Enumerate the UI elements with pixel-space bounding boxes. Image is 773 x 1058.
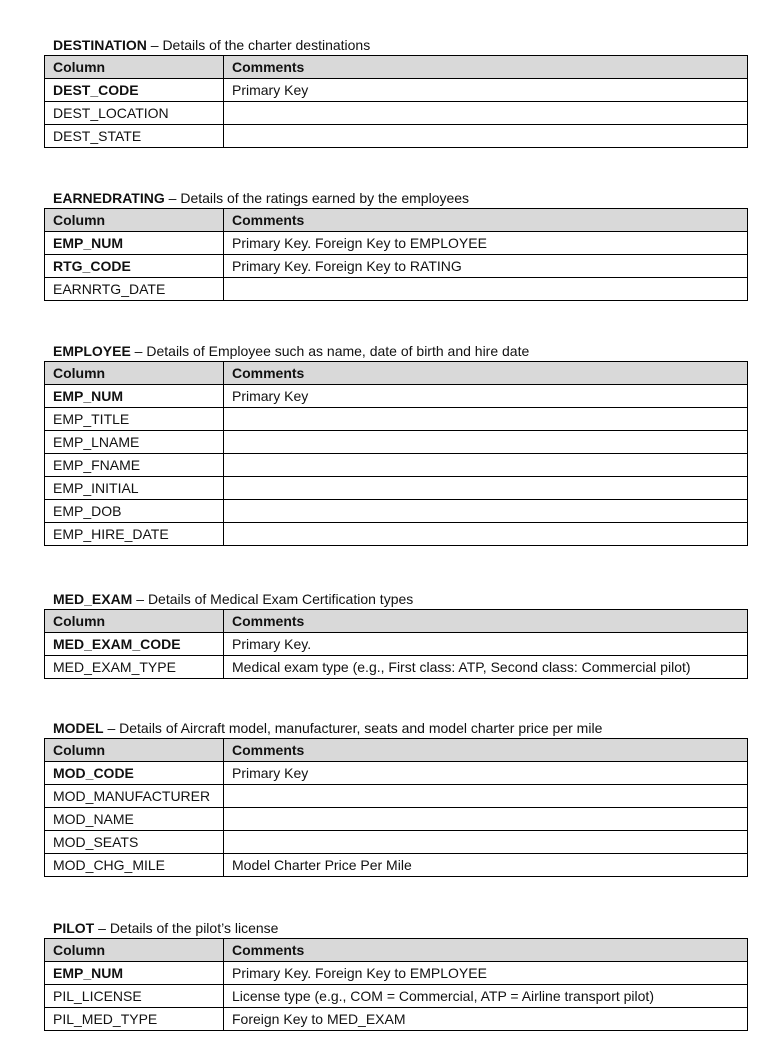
- comment-cell: Primary Key. Foreign Key to EMPLOYEE: [224, 962, 748, 985]
- column-name-cell: MOD_CODE: [45, 762, 224, 785]
- comment-cell: [224, 831, 748, 854]
- table-row: [45, 102, 748, 125]
- table-description: Details of the charter destinations: [162, 37, 371, 53]
- header-row: [45, 362, 748, 385]
- column-name-cell: DEST_STATE: [45, 125, 224, 148]
- table-caption: [44, 342, 747, 360]
- column-name-cell: MOD_SEATS: [45, 831, 224, 854]
- comment-cell: [224, 102, 748, 125]
- header-row: [45, 939, 748, 962]
- header-row: [45, 56, 748, 79]
- header-comments: Comments: [224, 610, 748, 633]
- table-caption: [44, 36, 747, 54]
- caption-separator: –: [94, 920, 110, 936]
- column-name-cell: EMP_TITLE: [45, 408, 224, 431]
- table-row: [45, 808, 748, 831]
- table-row: [45, 454, 748, 477]
- comment-cell: License type (e.g., COM = Commercial, ATP = Airline transport pilot): [224, 985, 748, 1008]
- table-section-destination: [44, 36, 747, 148]
- table-row: [45, 1008, 748, 1031]
- column-name-cell: EMP_HIRE_DATE: [45, 523, 224, 546]
- table-row: [45, 408, 748, 431]
- header-row: [45, 739, 748, 762]
- table-name: PILOT: [53, 920, 95, 936]
- comment-cell: Foreign Key to MED_EXAM: [224, 1008, 748, 1031]
- caption-separator: –: [164, 190, 181, 206]
- column-name-cell: PIL_MED_TYPE: [45, 1008, 224, 1031]
- table-row: [45, 762, 748, 785]
- column-name-cell: MED_EXAM_TYPE: [45, 656, 224, 679]
- table-row: [45, 232, 748, 255]
- column-table: [44, 938, 748, 1031]
- table-row: [45, 278, 748, 301]
- header-column: Column: [45, 739, 224, 762]
- comment-cell: Primary Key.: [224, 633, 748, 656]
- header-column: Column: [45, 56, 224, 79]
- comment-cell: Primary Key: [224, 79, 748, 102]
- table-section-model: [44, 719, 747, 877]
- table-row: [45, 255, 748, 278]
- column-name-cell: EMP_NUM: [45, 232, 224, 255]
- column-name-cell: MED_EXAM_CODE: [45, 633, 224, 656]
- table-description: Details of the pilot’s license: [109, 920, 279, 936]
- table-row: [45, 385, 748, 408]
- column-name-cell: EMP_INITIAL: [45, 477, 224, 500]
- table-caption: [44, 189, 747, 207]
- column-name-cell: EMP_NUM: [45, 962, 224, 985]
- column-name-cell: MOD_MANUFACTURER: [45, 785, 224, 808]
- table-name: MODEL: [53, 720, 104, 736]
- comment-cell: Medical exam type (e.g., First class: ATP, Second class: Commercial pilot): [224, 656, 748, 679]
- header-comments: Comments: [224, 362, 748, 385]
- column-name-cell: DEST_LOCATION: [45, 102, 224, 125]
- table-row: [45, 656, 748, 679]
- table-description: Details of Employee such as name, date of birth and hire date: [146, 343, 530, 359]
- column-name-cell: RTG_CODE: [45, 255, 224, 278]
- column-table: [44, 208, 748, 301]
- column-name-cell: DEST_CODE: [45, 79, 224, 102]
- table-name: EMPLOYEE: [53, 343, 131, 359]
- table-row: [45, 431, 748, 454]
- caption-separator: –: [146, 37, 163, 53]
- table-name: EARNEDRATING: [53, 190, 165, 206]
- table-row: [45, 785, 748, 808]
- column-name-cell: EMP_LNAME: [45, 431, 224, 454]
- comment-cell: [224, 500, 748, 523]
- header-comments: Comments: [224, 939, 748, 962]
- header-column: Column: [45, 610, 224, 633]
- caption-separator: –: [130, 343, 147, 359]
- table-row: [45, 633, 748, 656]
- comment-cell: Model Charter Price Per Mile: [224, 854, 748, 877]
- comment-cell: Primary Key: [224, 762, 748, 785]
- column-table: [44, 361, 748, 546]
- table-row: [45, 125, 748, 148]
- table-section-earnedrating: [44, 189, 747, 301]
- caption-separator: –: [103, 720, 120, 736]
- comment-cell: [224, 125, 748, 148]
- column-name-cell: EMP_DOB: [45, 500, 224, 523]
- comment-cell: [224, 523, 748, 546]
- table-row: [45, 477, 748, 500]
- table-caption: [44, 919, 747, 937]
- comment-cell: [224, 808, 748, 831]
- comment-cell: Primary Key: [224, 385, 748, 408]
- table-description: Details of Aircraft model, manufacturer, seats and model charter price per mile: [119, 720, 603, 736]
- table-row: [45, 831, 748, 854]
- header-comments: Comments: [224, 56, 748, 79]
- comment-cell: [224, 785, 748, 808]
- comment-cell: Primary Key. Foreign Key to EMPLOYEE: [224, 232, 748, 255]
- table-row: [45, 962, 748, 985]
- header-comments: Comments: [224, 209, 748, 232]
- column-name-cell: EMP_NUM: [45, 385, 224, 408]
- table-row: [45, 79, 748, 102]
- table-description: Details of Medical Exam Certification types: [147, 591, 414, 607]
- table-row: [45, 854, 748, 877]
- table-caption: [44, 590, 747, 608]
- comment-cell: [224, 454, 748, 477]
- comment-cell: [224, 408, 748, 431]
- header-column: Column: [45, 362, 224, 385]
- column-table: [44, 55, 748, 148]
- table-section-med-exam: [44, 590, 747, 679]
- table-name: MED_EXAM: [53, 591, 133, 607]
- comment-cell: [224, 278, 748, 301]
- comment-cell: Primary Key. Foreign Key to RATING: [224, 255, 748, 278]
- header-column: Column: [45, 939, 224, 962]
- header-row: [45, 209, 748, 232]
- table-caption: [44, 719, 747, 737]
- table-name: DESTINATION: [53, 37, 147, 53]
- table-row: [45, 523, 748, 546]
- comment-cell: [224, 477, 748, 500]
- table-row: [45, 985, 748, 1008]
- column-name-cell: EMP_FNAME: [45, 454, 224, 477]
- comment-cell: [224, 431, 748, 454]
- header-comments: Comments: [224, 739, 748, 762]
- table-description: Details of the ratings earned by the employees: [180, 190, 470, 206]
- caption-separator: –: [132, 591, 148, 607]
- column-table: [44, 609, 748, 679]
- column-table: [44, 738, 748, 877]
- table-row: [45, 500, 748, 523]
- header-row: [45, 610, 748, 633]
- column-name-cell: EARNRTG_DATE: [45, 278, 224, 301]
- table-section-pilot: [44, 919, 747, 1031]
- column-name-cell: MOD_CHG_MILE: [45, 854, 224, 877]
- column-name-cell: PIL_LICENSE: [45, 985, 224, 1008]
- column-name-cell: MOD_NAME: [45, 808, 224, 831]
- header-column: Column: [45, 209, 224, 232]
- table-section-employee: [44, 342, 747, 546]
